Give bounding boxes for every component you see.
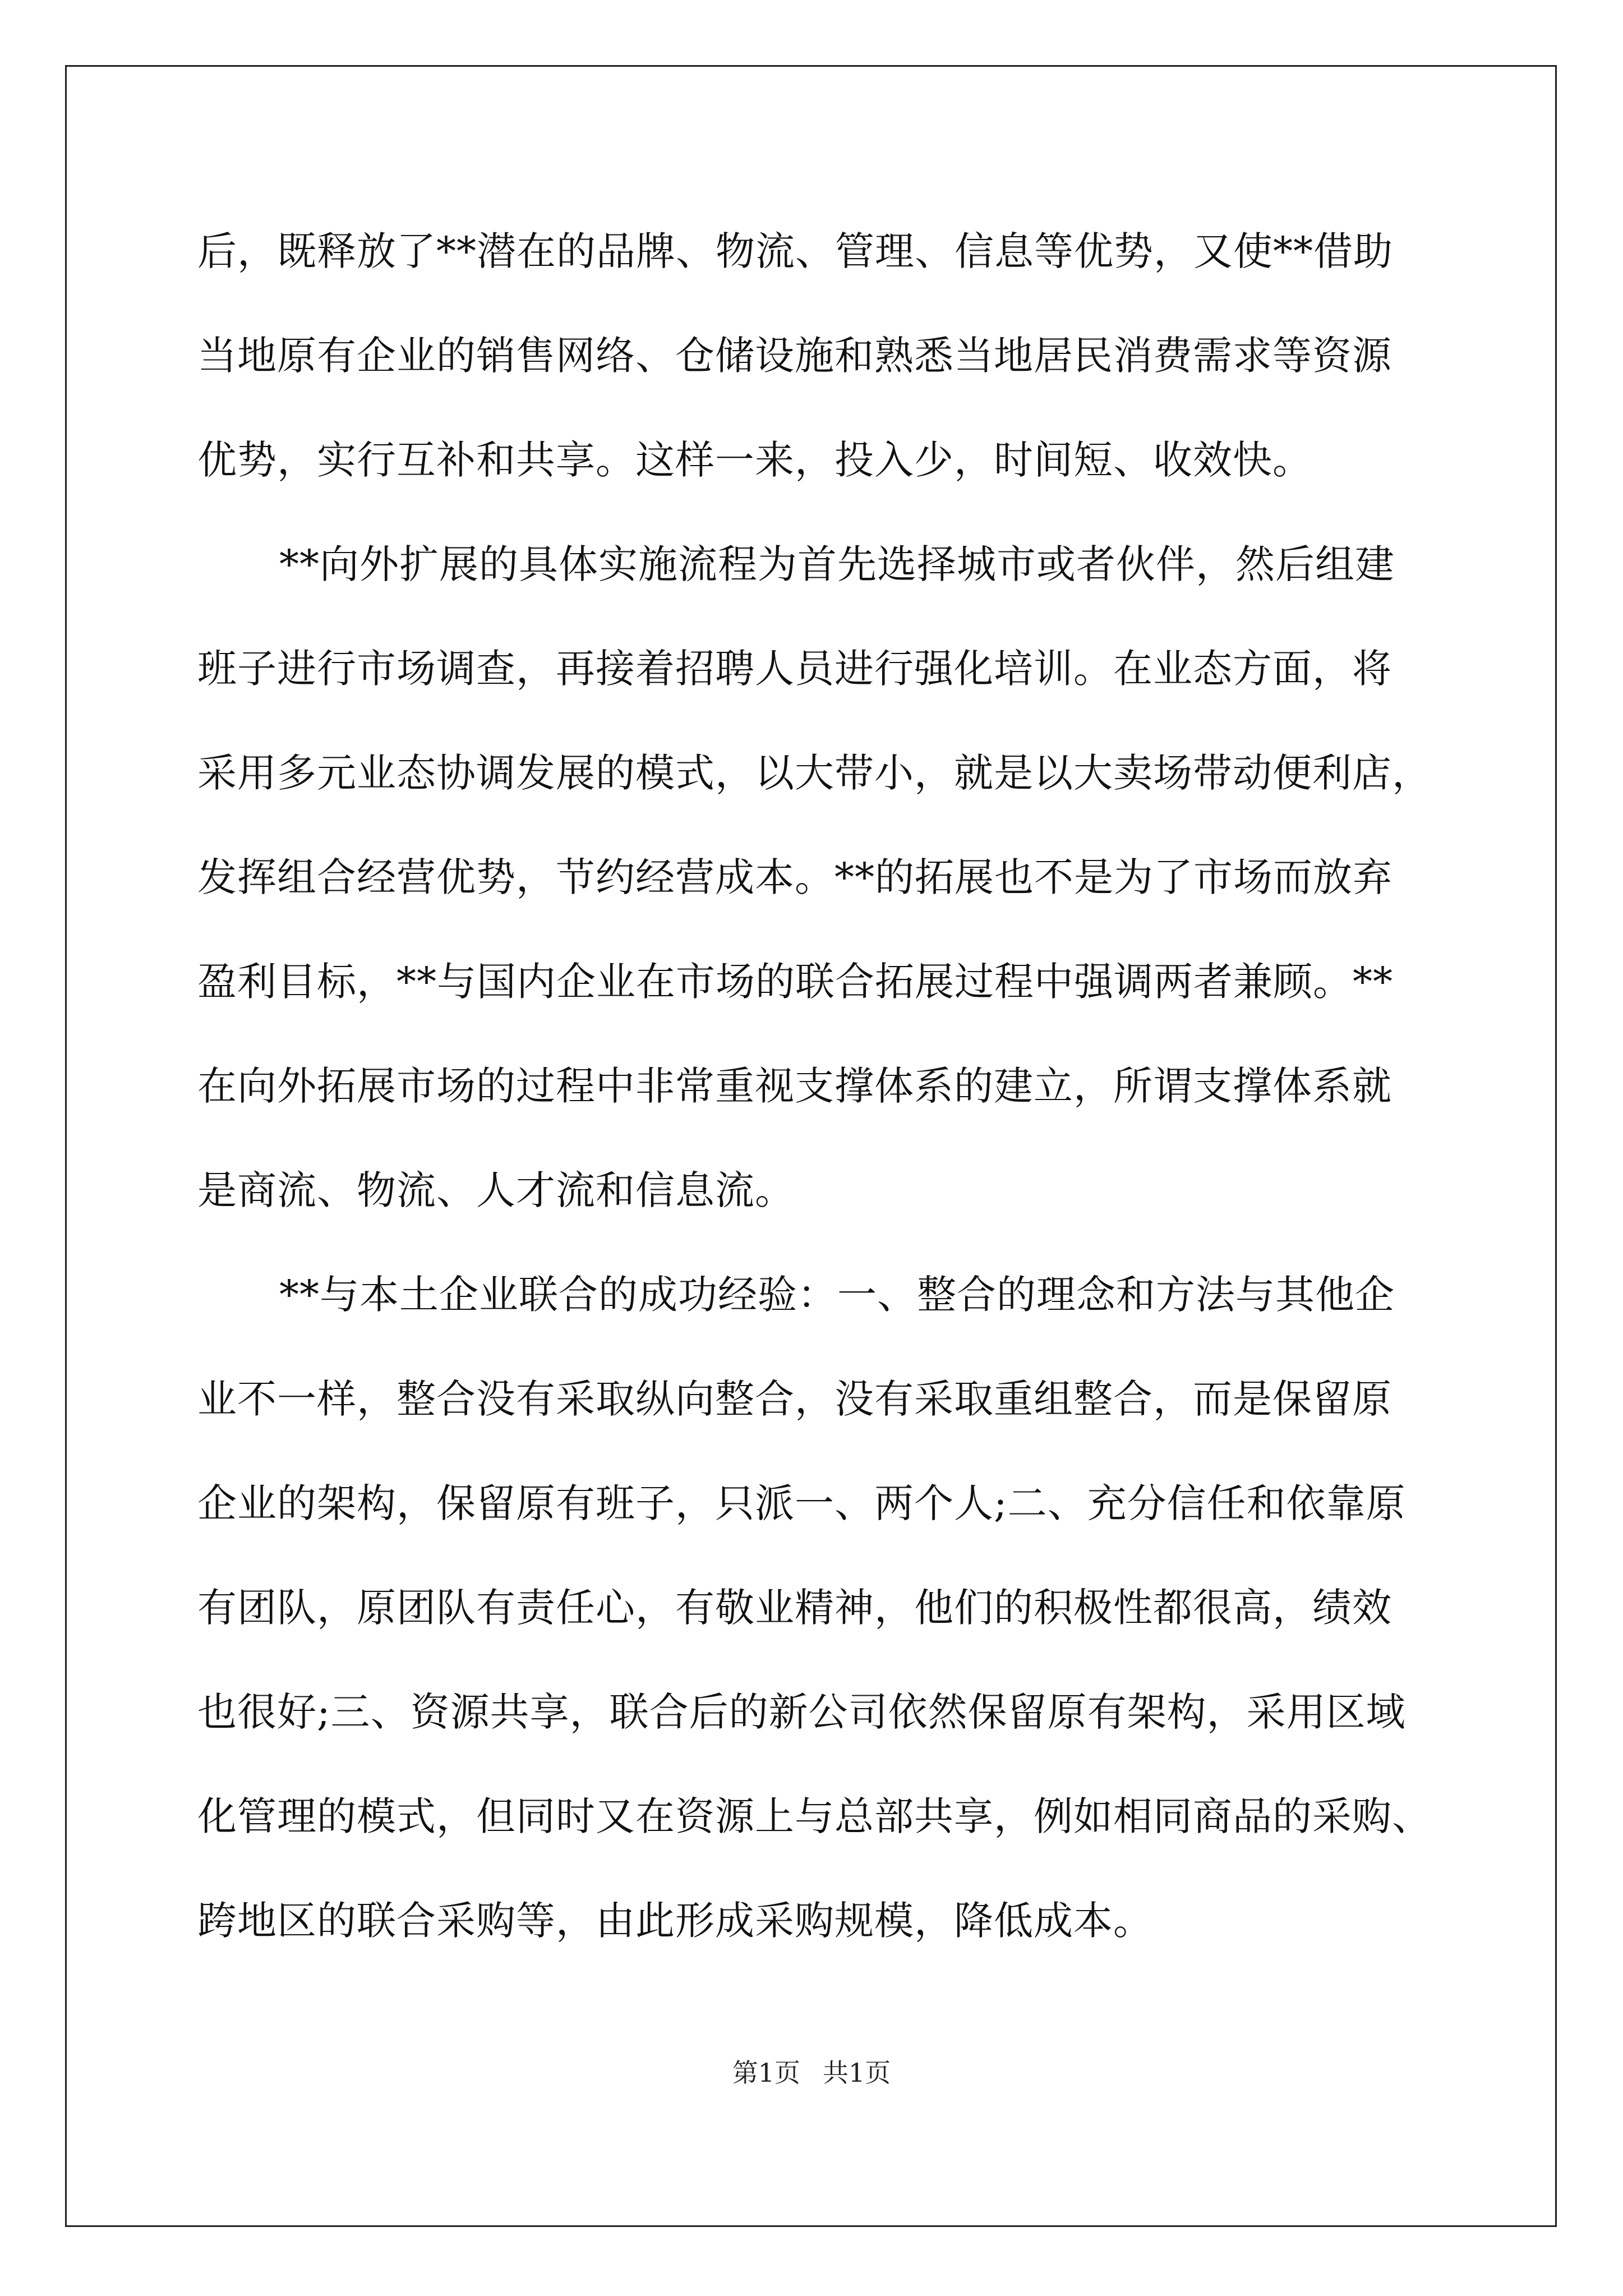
paragraph-first-line: **与本土企业联合的成功经验：一、整合的理念和方法与其他企 (279, 1272, 1395, 1318)
text-line: 后，既释放了**潜在的品牌、物流、管理、信息等优势，又使**借助 (197, 228, 1393, 274)
page-number-current: 第1页 (732, 2058, 800, 2088)
text-line: 也很好;三、资源共享，联合后的新公司依然保留原有架构，采用区域 (197, 1689, 1406, 1735)
text-line: 跨地区的联合采购等，由此形成采购规模，降低成本。 (197, 1898, 1153, 1944)
text-line: 班子进行市场调查，再接着招聘人员进行强化培训。在业态方面，将 (197, 646, 1392, 692)
text-line: 业不一样，整合没有采取纵向整合，没有采取重组整合，而是保留原 (197, 1376, 1392, 1422)
text-line: 企业的架构，保留原有班子，只派一、两个人;二、充分信任和依靠原 (197, 1480, 1406, 1526)
text-line: 化管理的模式，但同时又在资源上与总部共享，例如相同商品的采购、 (197, 1793, 1432, 1839)
document-body (197, 218, 1432, 1991)
text-line: 优势，实行互补和共享。这样一来，投入少，时间短、收效快。 (197, 437, 1312, 483)
text-line: 是商流、物流、人才流和信息流。 (197, 1167, 795, 1213)
text-line: 当地原有企业的销售网络、仓储设施和熟悉当地居民消费需求等资源 (197, 333, 1392, 379)
page-number-total: 共1页 (823, 2058, 891, 2088)
text-line: 发挥组合经营优势，节约经营成本。**的拓展也不是为了市场而放弃 (197, 854, 1393, 900)
text-line: 盈利目标，**与国内企业在市场的联合拓展过程中强调两者兼顾。** (197, 959, 1393, 1005)
text-line: 在向外拓展市场的过程中非常重视支撑体系的建立，所谓支撑体系就 (197, 1063, 1392, 1109)
text-line: 采用多元业态协调发展的模式，以大带小，就是以大卖场带动便利店， (197, 750, 1432, 796)
paragraph-first-line: **向外扩展的具体实施流程为首先选择城市或者伙伴，然后组建 (279, 541, 1395, 587)
page-footer (0, 2056, 1623, 2090)
text-line: 有团队，原团队有责任心，有敬业精神，他们的积极性都很高，绩效 (197, 1585, 1392, 1631)
